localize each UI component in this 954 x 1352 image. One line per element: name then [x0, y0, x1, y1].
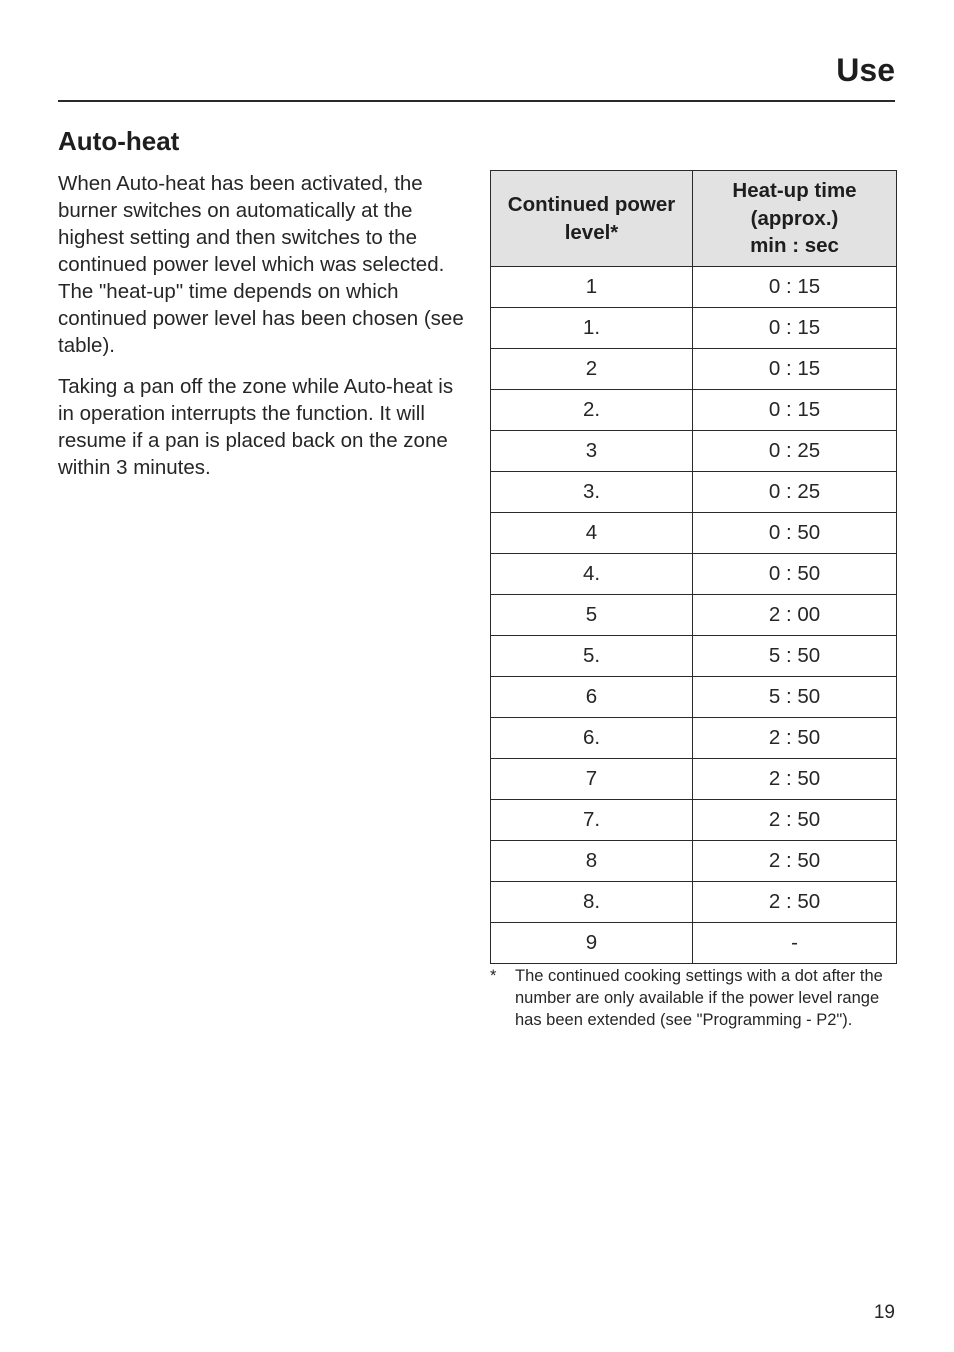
- power-level-cell: 2: [491, 349, 693, 390]
- table-row: [491, 595, 897, 636]
- heat-up-time-cell: 0 : 15: [693, 308, 897, 349]
- table-row: [491, 349, 897, 390]
- heat-up-time-cell: 2 : 50: [693, 841, 897, 882]
- table-row: [491, 759, 897, 800]
- power-level-cell: 1.: [491, 308, 693, 349]
- heat-up-time-cell: 0 : 15: [693, 390, 897, 431]
- heat-up-time-cell: 2 : 00: [693, 595, 897, 636]
- body-paragraph-1: When Auto-heat has been activated, the burner switches on automatically at the highest setting and then switches to the continued power level which was selected. The "heat-up" time depends on which continued power level has been chosen (see table).: [58, 172, 464, 357]
- table-row: [491, 513, 897, 554]
- heat-up-time-table: [490, 170, 897, 964]
- power-level-cell: 2.: [491, 390, 693, 431]
- header-continued-power-level: [491, 171, 693, 267]
- table-row: [491, 431, 897, 472]
- table-row: [491, 923, 897, 964]
- power-level-cell: 3: [491, 431, 693, 472]
- heat-up-time-cell: 0 : 25: [693, 431, 897, 472]
- table-header-row: [491, 171, 897, 267]
- heading-divider: [58, 100, 895, 102]
- heat-up-time-cell: 0 : 15: [693, 267, 897, 308]
- power-level-cell: 7.: [491, 800, 693, 841]
- heat-up-time-cell: 5 : 50: [693, 677, 897, 718]
- header-heat-up-time-line3: min : sec: [750, 234, 839, 258]
- body-paragraph-2: Taking a pan off the zone while Auto-heat is in operation interrupts the function. It will resume if a pan is placed back on the zone within 3 minutes.: [58, 375, 454, 479]
- heat-up-time-cell: 2 : 50: [693, 882, 897, 923]
- power-level-cell: 6.: [491, 718, 693, 759]
- heat-up-time-cell: 0 : 50: [693, 554, 897, 595]
- power-level-cell: 9: [491, 923, 693, 964]
- table-row: [491, 636, 897, 677]
- table-row: [491, 390, 897, 431]
- power-level-cell: 5: [491, 595, 693, 636]
- heat-up-time-cell: 0 : 50: [693, 513, 897, 554]
- power-level-cell: 6: [491, 677, 693, 718]
- table-footnote: [490, 965, 890, 1031]
- heat-up-time-cell: -: [693, 923, 897, 964]
- page-heading: Use: [836, 52, 895, 88]
- table-row: [491, 267, 897, 308]
- page-number: 19: [873, 1302, 895, 1323]
- heat-up-time-cell: 0 : 25: [693, 472, 897, 513]
- power-level-cell: 4.: [491, 554, 693, 595]
- header-continued-power-level-text: Continued power level*: [507, 193, 676, 244]
- footnote-marker: *: [490, 967, 497, 985]
- section-title: Auto-heat: [58, 126, 180, 156]
- table-row: [491, 308, 897, 349]
- heat-up-time-cell: 2 : 50: [693, 718, 897, 759]
- table-row: [491, 841, 897, 882]
- power-level-cell: 4: [491, 513, 693, 554]
- heat-up-time-cell: 0 : 15: [693, 349, 897, 390]
- power-level-cell: 8.: [491, 882, 693, 923]
- header-heat-up-time-line1: Heat-up time: [732, 179, 857, 203]
- table-row: [491, 472, 897, 513]
- header-heat-up-time: [693, 171, 897, 267]
- footnote-text: The continued cooking settings with a dot after the number are only available if the power level range has been extended (see "Programming - P2").: [515, 967, 883, 1029]
- power-level-cell: 8: [491, 841, 693, 882]
- table-row: [491, 554, 897, 595]
- power-level-cell: 7: [491, 759, 693, 800]
- power-level-cell: 5.: [491, 636, 693, 677]
- header-heat-up-time-line2: (approx.): [750, 206, 839, 230]
- heat-up-time-cell: 5 : 50: [693, 636, 897, 677]
- table-row: [491, 800, 897, 841]
- table-row: [491, 882, 897, 923]
- table-row: [491, 677, 897, 718]
- power-level-cell: 3.: [491, 472, 693, 513]
- power-level-cell: 1: [491, 267, 693, 308]
- table-row: [491, 718, 897, 759]
- heat-up-time-cell: 2 : 50: [693, 759, 897, 800]
- heat-up-time-cell: 2 : 50: [693, 800, 897, 841]
